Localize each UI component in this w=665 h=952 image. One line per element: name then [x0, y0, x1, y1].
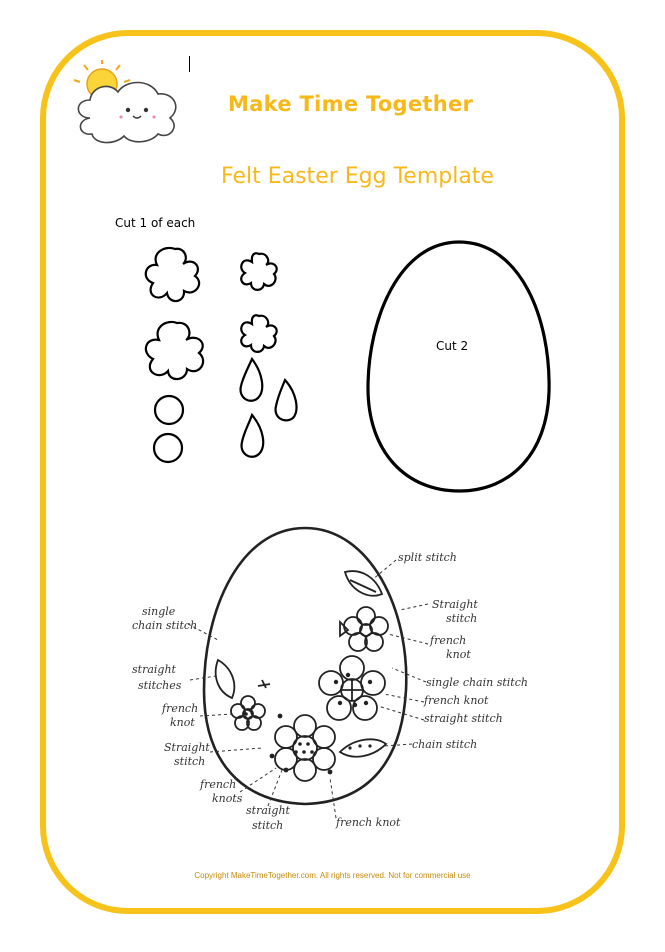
label-chain-stitch: chain stitch	[412, 738, 478, 751]
label-straight-stitch-mid: straight stitch	[424, 712, 503, 725]
label-straight-stitch-bottom-1: straight	[246, 804, 290, 817]
label-straight-stitch-left-2: stitch	[174, 755, 206, 768]
label-french-knot-right-2: knot	[446, 648, 471, 661]
label-single-chain-right: single chain stitch	[426, 676, 528, 689]
diagram-leaf-left	[216, 660, 235, 698]
label-french-knots-bottom-1: french	[200, 778, 237, 791]
page-title: Felt Easter Egg Template	[221, 164, 494, 189]
label-french-knot-right-1: french	[430, 634, 467, 647]
label-french-knot-left-2: knot	[170, 716, 195, 729]
label-straight-stitch-top-2: stitch	[446, 612, 478, 625]
copyright-footer: Copyright MakeTimeTogether.com. All rights reserved. Not for commercial use	[194, 871, 471, 880]
label-straight-stitch-top-1: Straight	[432, 598, 478, 611]
small-shapes-label: Cut 1 of each	[115, 216, 196, 230]
label-straight-stitches-left-1: straight	[132, 663, 176, 676]
label-single-chain-left-1: single	[142, 605, 176, 618]
label-single-chain-left-2: chain stitch	[132, 619, 198, 632]
diagram-leaf-top	[345, 571, 382, 596]
label-straight-stitch-left-1: Straight	[164, 741, 210, 754]
egg-cut-label: Cut 2	[436, 339, 469, 353]
label-split-stitch: split stitch	[398, 551, 457, 564]
label-french-knot-left-1: french	[162, 702, 199, 715]
label-straight-stitch-bottom-2: stitch	[252, 819, 284, 832]
label-french-knot-bottom: french knot	[336, 816, 401, 829]
label-french-knot-mid: french knot	[424, 694, 489, 707]
label-french-knots-bottom-2: knots	[212, 792, 243, 805]
brand-name: Make Time Together	[228, 92, 474, 116]
diagram-flower-big	[319, 656, 385, 720]
label-straight-stitches-left-2: stitches	[138, 679, 182, 692]
diagram-leaf-right	[340, 739, 386, 756]
diagram-flower-left	[231, 696, 265, 730]
diagram-flower-top	[344, 607, 388, 651]
